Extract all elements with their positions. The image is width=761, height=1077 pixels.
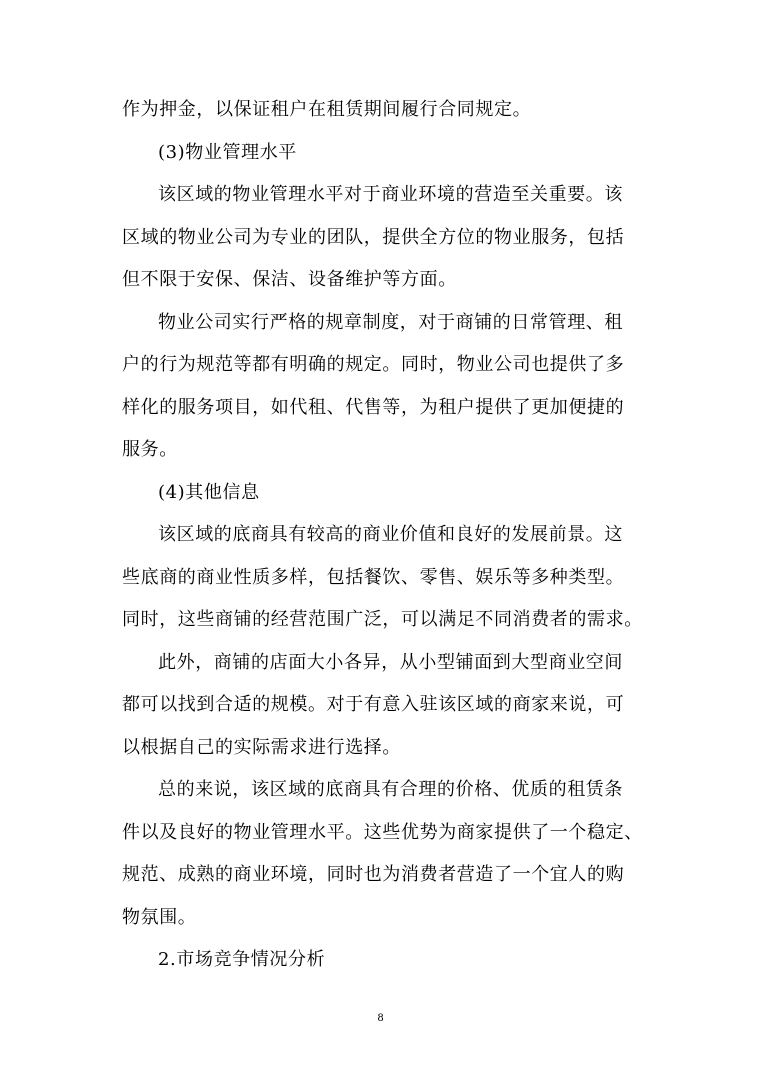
text-line: 以根据自己的实际需求进行选择。 [122,737,401,758]
text-line: 些底商的商业性质多样，包括餐饮、零售、娱乐等多种类型。 [122,567,625,588]
section-heading: (3)物业管理水平 [158,142,297,163]
text-line: 户的行为规范等都有明确的规定。同时，物业公司也提供了多 [122,354,625,375]
text-line: 物氛围。 [122,907,197,928]
text-line: 该区域的底商具有较高的商业价值和良好的发展前景。这 [158,524,623,545]
text-line: 都可以找到合适的规模。对于有意入驻该区域的商家来说，可 [122,694,625,715]
text-line: 作为押金，以保证租户在租赁期间履行合同规定。 [122,99,532,120]
section-heading: (4)其他信息 [158,482,260,503]
text-line: 区域的物业公司为专业的团队，提供全方位的物业服务，包括 [122,227,625,248]
text-line: 规范、成熟的商业环境，同时也为消费者营造了一个宜人的购 [122,864,625,885]
text-line: 件以及良好的物业管理水平。这些优势为商家提供了一个稳定、 [122,822,643,843]
text-line: 该区域的物业管理水平对于商业环境的营造至关重要。该 [158,184,623,205]
text-line: 总的来说，该区域的底商具有合理的价格、优质的租赁条 [158,779,623,800]
text-line: 服务。 [122,439,178,460]
text-line: 此外，商铺的店面大小各异，从小型铺面到大型商业空间 [158,652,623,673]
text-line: 样化的服务项目，如代租、代售等，为租户提供了更加便捷的 [122,397,625,418]
page-number: 8 [377,1013,384,1024]
text-line: 但不限于安保、保洁、设备维护等方面。 [122,269,457,290]
section-heading: 2.市场竞争情况分析 [158,949,326,970]
text-line: 物业公司实行严格的规章制度，对于商铺的日常管理、租 [158,312,623,333]
text-line: 同时，这些商铺的经营范围广泛，可以满足不同消费者的需求。 [122,609,643,630]
